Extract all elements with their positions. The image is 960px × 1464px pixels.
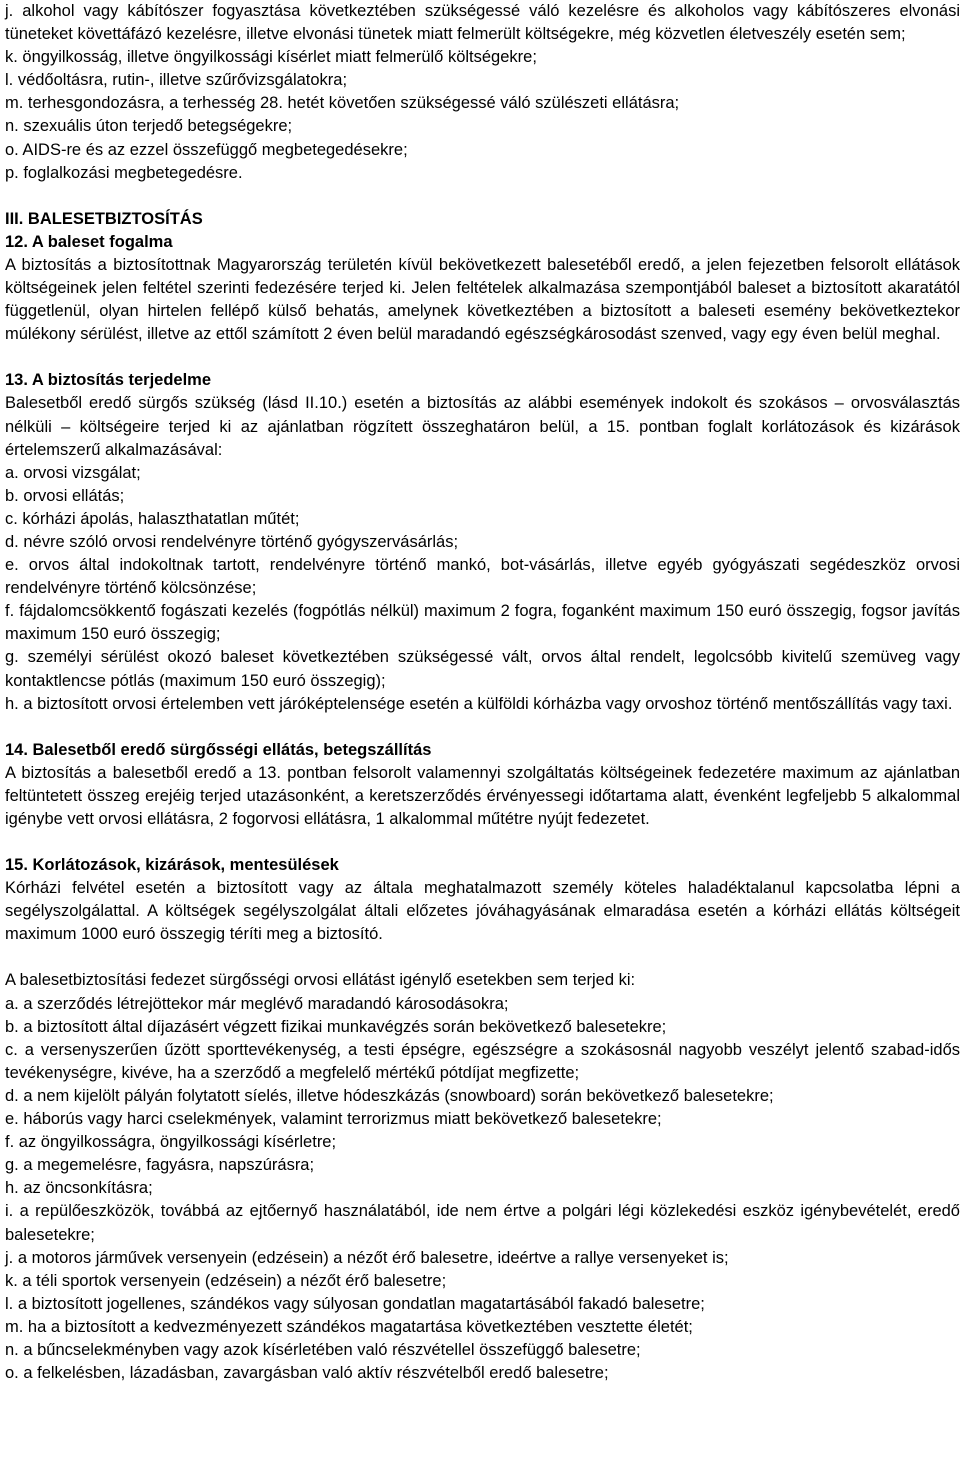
list-item: o. AIDS-re és az ezzel összefüggő megbetegedésekre; [5,140,408,159]
list-item: p. foglalkozási megbetegedésre. [5,163,243,182]
list-item: e. háborús vagy harci cselekmények, valamint terrorizmus miatt bekövetkező balesetekre; [5,1110,662,1129]
list-item: k. öngyilkosság, illetve öngyilkossági kísérlet miatt felmerülő költségekre; [5,48,537,67]
list-item: o. a felkelésben, lázadásban, zavargásban való aktív részvételből eredő balesetre; [5,1364,609,1383]
list-item: c. a versenyszerűen űzött sporttevékenység, a testi épségre, egészségre a szokásosnál nagyobb veszélyt jelentő szabad-idős tevékenységre, kivéve, ha a szerződő a megfelelő mértékű pótdíjat megfizette; [5,1040,960,1082]
list-item: i. a repülőeszközök, továbbá az ejtőernyő használatából, ide nem értve a polgári légi közlekedési eszköz igénybevételét, eredő balesetekre; [5,1202,960,1244]
section-12-title: 12. A baleset fogalma [5,232,173,251]
list-item: m. ha a biztosított a kedvezményezett szándékos magatartása következtében vesztette életét; [5,1317,693,1336]
list-item: f. az öngyilkosságra, öngyilkossági kísérletre; [5,1133,337,1152]
section-14-text: A biztosítás a balesetből eredő a 13. pontban felsorolt valamennyi szolgáltatás költségeinek fedezetére maximum az ajánlatban feltüntetett összeg erejéig terjed utazásonként, a keretszerződés érvényessegi időtartama alatt, évenként legfeljebb 5 alkalommal igénybe vett orvosi ellátásra, 2 fogorvosi ellátásra, 1 alkalommal műtétre nyújt fedezetet. [5,763,960,828]
section-15-title: 15. Korlátozások, kizárások, mentesülések [5,856,339,875]
list-item: n. szexuális úton terjedő betegségekre; [5,117,293,136]
list-item: d. névre szóló orvosi rendelvényre történő gyógyszervásárlás; [5,532,459,551]
list-item: k. a téli sportok versenyein (edzésein) a nézőt érő balesetre; [5,1271,447,1290]
list-item: m. terhesgondozásra, a terhesség 28. hetét követően szükségessé váló szülészeti ellátásra; [5,94,680,113]
list-item: b. orvosi ellátás; [5,486,125,505]
list-item: h. az öncsonkításra; [5,1179,153,1198]
list-item: a. orvosi vizsgálat; [5,463,141,482]
list-item: f. fájdalomcsökkentő fogászati kezelés (fogpótlás nélkül) maximum 2 fogra, foganként maximum 150 euró összegig, fogsor javítás maximum 150 euró összegig; [5,602,960,644]
list-item: n. a bűncselekményben vagy azok kísérletében való részvétellel összefüggő balesetre; [5,1340,641,1359]
list-item: c. kórházi ápolás, halaszthatatlan műtét; [5,509,300,528]
section-12-text: A biztosítás a biztosítottnak Magyarország területén kívül bekövetkezett balesetéből eredő, a jelen fejezetben felsorolt ellátások költségeinek jelen feltétel szerinti fedezésére terjed ki. Jelen feltételek alkalmazása szempontjából baleset a biztosított akaratától függetlenül, olyan hirtelen fellépő külső behatás, amelynek következtében a biztosított a baleseti esemény bekövetkeztekor múlékony sérülést, illetve az ettől számított 2 éven belül maradandó egészségkárosodást szenved, vagy egy éven belül meghal. [5,255,960,344]
section-13-text: Balesetből eredő sürgős szükség (lásd II.10.) esetén a biztosítás az alábbi események indokolt és szokásos – orvosválasztás nélküli – költségeire terjed ki az ajánlatban rögzített összeghatáron belül, a 15. pontban foglalt korlátozások és kizárások értelemszerű alkalmazásával: [5,394,960,459]
section-13-title: 13. A biztosítás terjedelme [5,371,212,390]
list-item: a. a szerződés létrejöttekor már meglévő maradandó károsodásokra; [5,994,509,1013]
section-15-intro: A balesetbiztosítási fedezet sürgősségi orvosi ellátást igénylő esetekben sem terjed ki: [5,971,636,990]
list-item: g. a megemelésre, fagyásra, napszúrásra; [5,1156,315,1175]
list-item: g. személyi sérülést okozó baleset következtében szükségessé vált, orvos által rendelt, legolcsóbb kivitelű szemüveg vagy kontaktlencse pótlás (maximum 150 euró összegig); [5,648,960,690]
section-14-title: 14. Balesetből eredő sürgősségi ellátás, betegszállítás [5,740,432,759]
list-item: j. a motoros járművek versenyein (edzésein) a nézőt érő balesetre, ideértve a rallye versenyeket is; [5,1248,729,1267]
list-item: e. orvos által indokoltnak tartott, rendelvényre történő mankó, bot-vásárlás, illetve egyéb gyógyászati segédeszköz orvosi rendelvényre történő kölcsönzése; [5,556,960,598]
list-item: b. a biztosított által díjazásért végzett fizikai munkavégzés során bekövetkező balesetekre; [5,1017,667,1036]
list-item: h. a biztosított orvosi értelemben vett járóképtelensége esetén a külföldi kórházba vagy orvoshoz történő mentőszállítás vagy taxi. [5,694,953,713]
part-heading: III. BALESETBIZTOSÍTÁS [5,209,203,228]
section-15-text: Kórházi felvétel esetén a biztosított vagy az általa meghatalmazott személy köteles haladéktalanul kapcsolatba lépni a segélyszolgálattal. A költségek segélyszolgálat általi előzetes jóváhagyásának elmaradása esetén a kórházi ellátás költségeit maximum 1000 euró összegig téríti meg a biztosító. [5,879,960,944]
list-item: j. alkohol vagy kábítószer fogyasztása következtében szükségessé váló kezelésre és alkoholos vagy kábítószeres elvonási tüneteket követtáfázó kezelésre, illetve elvonási tünetek miatt felmerült költségekre, még közvetlen életveszély esetén sem; [5,2,960,44]
list-item: l. védőoltásra, rutin-, illetve szűrővizsgálatokra; [5,71,348,90]
list-item: l. a biztosított jogellenes, szándékos vagy súlyosan gondatlan magatartásából fakadó balesetre; [5,1294,705,1313]
list-item: d. a nem kijelölt pályán folytatott síelés, illetve hódeszkázás (snowboard) során bekövetkező balesetekre; [5,1086,774,1105]
